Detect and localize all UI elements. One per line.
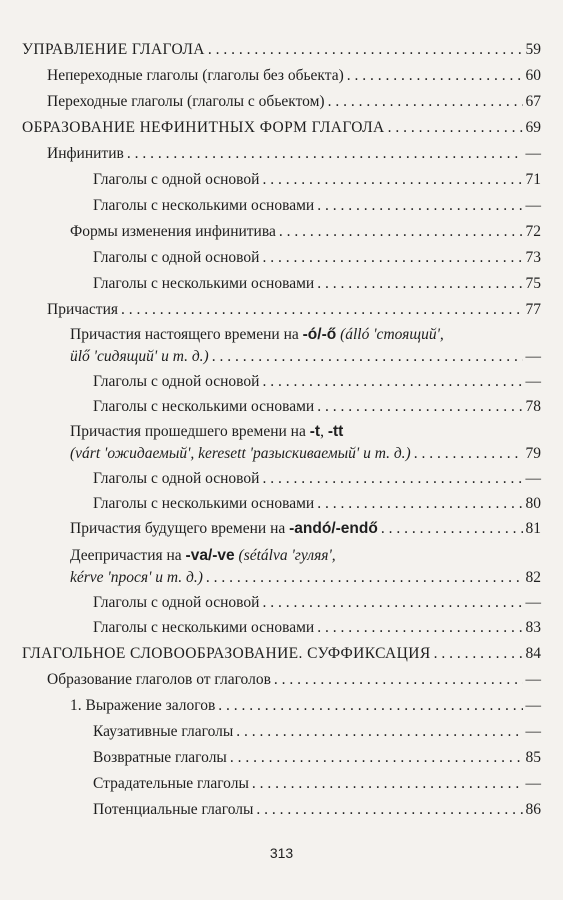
leader-dots xyxy=(279,222,523,242)
leader-dots xyxy=(317,196,522,216)
toc-entry-title: Глаголы с несколькими основами xyxy=(93,495,315,512)
toc-entry-title: Глаголы с одной основой xyxy=(93,594,260,611)
toc-entry-title: Причастия xyxy=(47,301,118,318)
leader-dots xyxy=(328,92,523,112)
leader-dots xyxy=(236,722,522,742)
toc-entry-title: Глаголы с одной основой xyxy=(93,373,260,390)
toc-page-number: — xyxy=(525,470,541,487)
leader-dots xyxy=(218,696,522,716)
toc-entry-title: Глаголы с несколькими основами xyxy=(93,275,315,292)
leader-dots xyxy=(317,494,522,514)
toc-entry-title: Потенциальные глаголы xyxy=(93,801,254,818)
toc-entry-title: Каузативные глаголы xyxy=(93,723,234,740)
toc-page-number: 71 xyxy=(525,171,541,188)
toc-entry-title: Глаголы с несколькими основами xyxy=(93,398,315,415)
leader-dots xyxy=(317,274,522,294)
toc-page-number: — xyxy=(525,671,541,688)
toc-entry-title: Образование глаголов от глаголов xyxy=(47,671,271,688)
toc-entry-title: УПРАВЛЕНИЕ ГЛАГОЛА xyxy=(22,41,205,58)
toc-entry-title: Глаголы с несколькими основами xyxy=(93,197,315,214)
leader-dots xyxy=(381,519,523,539)
toc-page-number: 77 xyxy=(525,301,541,318)
toc-entry-title: Формы изменения инфинитива xyxy=(70,223,276,240)
toc-page-number: 86 xyxy=(525,801,541,818)
leader-dots xyxy=(317,397,522,417)
toc-page-number: 60 xyxy=(525,67,541,84)
leader-dots xyxy=(262,170,522,190)
toc-entry-title: Возвратные глаголы xyxy=(93,749,227,766)
toc-entry-title: Причастия настоящего времени на -ó/-ő (álló 'стоящий', xyxy=(70,326,444,343)
toc-page-number: — xyxy=(525,197,541,214)
toc-entry-title: Переходные глаголы (глаголы с обьектом) xyxy=(47,93,325,110)
toc-page-number: 75 xyxy=(525,275,541,292)
toc-page-number: — xyxy=(525,697,541,714)
leader-dots xyxy=(388,118,523,138)
toc-page-number: 78 xyxy=(525,398,541,415)
toc-entry-title: Глаголы с одной основой xyxy=(93,470,260,487)
toc-page-number: 83 xyxy=(525,619,541,636)
toc-entry-title: Причастия будущего времени на -andó/-endő xyxy=(70,520,378,537)
toc-page-number: 59 xyxy=(525,41,541,58)
example: (álló 'стоящий', xyxy=(336,326,444,343)
suffix: -andó/-endő xyxy=(289,520,378,537)
toc-entry-title: Инфинитив xyxy=(47,145,124,162)
leader-dots xyxy=(262,248,522,268)
toc-entry-title: Глаголы с одной основой xyxy=(93,249,260,266)
toc-entry-title: Деепричастия на -va/-ve (sétálva 'гуляя', xyxy=(70,547,336,564)
toc-page-number: 80 xyxy=(525,495,541,512)
leader-dots xyxy=(230,748,523,768)
toc-page-number: 85 xyxy=(525,749,541,766)
example: (sétálva 'гуляя', xyxy=(234,547,336,564)
suffix: -t xyxy=(309,423,321,440)
toc-entry-title: Причастия прошедшего времени на -t, -tt xyxy=(70,423,344,440)
toc-page-number: — xyxy=(525,348,541,365)
toc-page-number: 82 xyxy=(525,569,541,586)
toc-entry-title: Непереходные глаголы (глаголы без обьекта) xyxy=(47,67,344,84)
leader-dots xyxy=(262,469,522,489)
suffix: -tt xyxy=(327,423,344,440)
leader-dots xyxy=(127,144,523,164)
leader-dots xyxy=(347,66,523,86)
page-footer-number: 313 xyxy=(269,845,294,861)
toc-page-number: 79 xyxy=(525,445,541,462)
leader-dots xyxy=(317,618,522,638)
toc-entry-title: Глаголы с несколькими основами xyxy=(93,619,315,636)
leader-dots xyxy=(252,774,523,794)
toc-entry-continuation: ülő 'сидящий' и т. д.) xyxy=(70,348,209,365)
leader-dots xyxy=(262,593,522,613)
toc-page-number: — xyxy=(525,373,541,390)
leader-dots xyxy=(206,568,523,588)
toc-page-number: 69 xyxy=(525,119,541,136)
leader-dots xyxy=(121,300,523,320)
toc-page-number: 72 xyxy=(525,223,541,240)
toc-page-number: — xyxy=(525,775,541,792)
leader-dots xyxy=(414,444,523,464)
toc-entry-title: Страдательные глаголы xyxy=(93,775,249,792)
leader-dots xyxy=(274,670,523,690)
toc-entry-title: ОБРАЗОВАНИЕ НЕФИНИТНЫХ ФОРМ ГЛАГОЛА xyxy=(22,119,385,136)
suffix: -ó/-ő xyxy=(302,326,337,343)
leader-dots xyxy=(256,800,522,820)
toc-page-number: 67 xyxy=(525,93,541,110)
toc-page-number: 73 xyxy=(525,249,541,266)
suffix: -va/-ve xyxy=(185,547,235,564)
toc-entry-continuation: kérve 'прося' и т. д.) xyxy=(70,569,203,586)
leader-dots xyxy=(434,644,523,664)
toc-page-number: — xyxy=(525,145,541,162)
toc-entry-title: 1. Выражение залогов xyxy=(70,697,216,714)
toc-page-number: — xyxy=(525,594,541,611)
leader-dots xyxy=(262,372,522,392)
toc-entry-title: Глаголы с одной основой xyxy=(93,171,260,188)
leader-dots xyxy=(208,40,523,60)
leader-dots xyxy=(212,347,523,367)
toc-entry-continuation: (várt 'ожидаемый', keresett 'разыскиваемый' и т. д.) xyxy=(70,445,411,462)
toc-page-number: — xyxy=(525,723,541,740)
toc-entry-title: ГЛАГОЛЬНОЕ СЛОВООБРАЗОВАНИЕ. СУФФИКСАЦИЯ xyxy=(22,645,431,662)
toc-page-number: 81 xyxy=(525,520,541,537)
toc-page-number: 84 xyxy=(525,645,541,662)
